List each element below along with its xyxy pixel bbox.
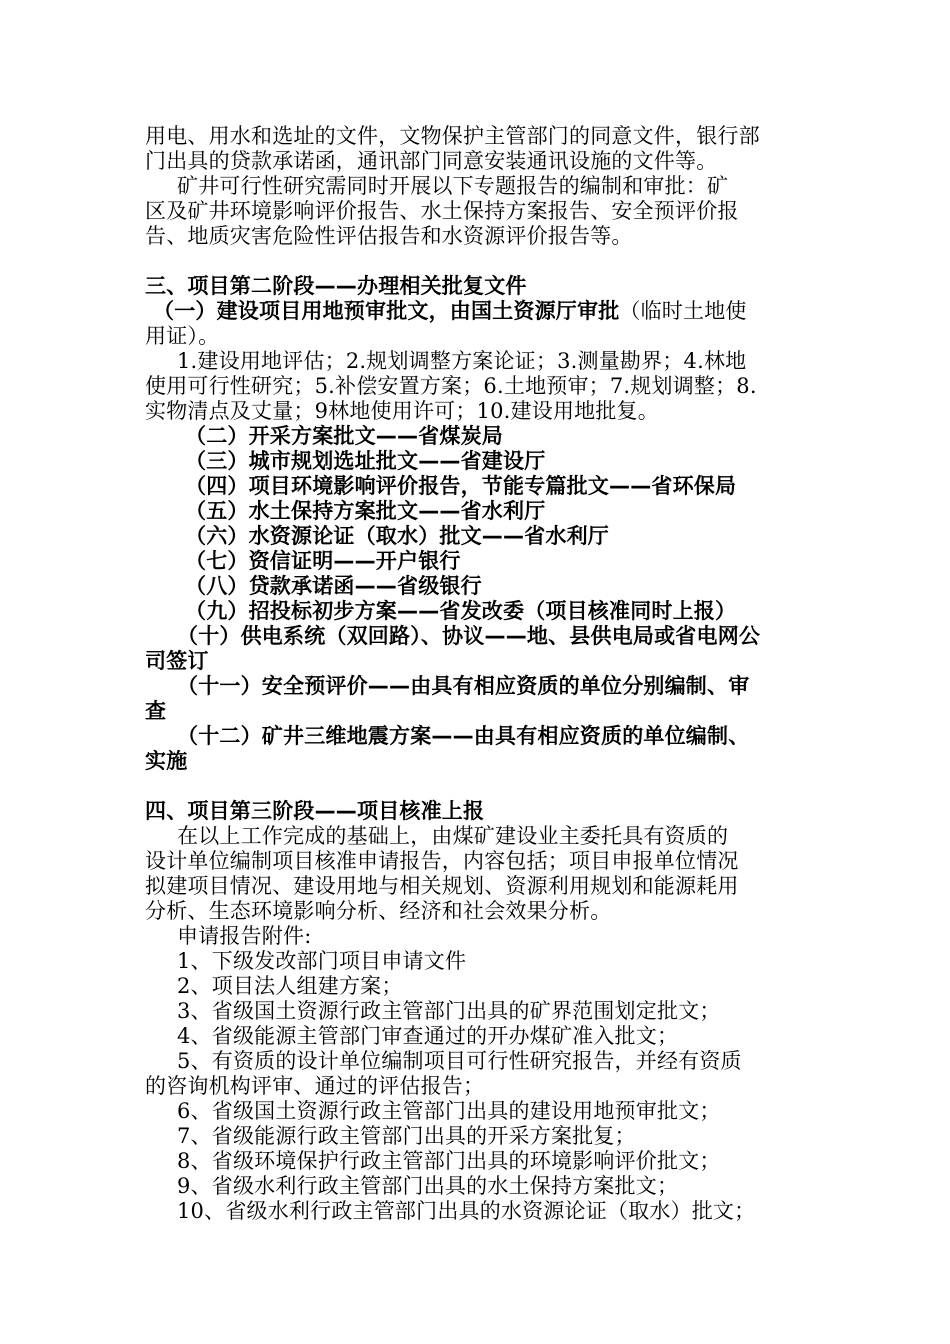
intro-line: 区及矿井环境影响评价报告、水土保持方案报告、安全预评价报 bbox=[145, 199, 739, 223]
intro-line: 矿井可行性研究需同时开展以下专题报告的编制和审批：矿 bbox=[177, 174, 729, 198]
sub-list-line: 使用可行性研究；5.补偿安置方案；6.土地预审；7.规划调整；8. bbox=[145, 374, 757, 398]
section3-item: （七）资信证明——开户银行 bbox=[185, 549, 461, 573]
section3-item: （五）水土保持方案批文——省水利厅 bbox=[185, 499, 546, 523]
attachment-item: 7、省级能源行政主管部门出具的开采方案批复； bbox=[177, 1124, 636, 1148]
attachment-item-cont: 的咨询机构评审、通过的评估报告； bbox=[145, 1074, 485, 1098]
section3-item: （四）项目环境影响评价报告，节能专篇批文——省环保局 bbox=[185, 474, 737, 498]
intro-line: 告、地质灾害危险性评估报告和水资源评价报告等。 bbox=[145, 224, 633, 248]
spacer bbox=[145, 774, 815, 799]
attachments-title: 申请报告附件: bbox=[177, 924, 312, 948]
section4-paragraph-line: 在以上工作完成的基础上，由煤矿建设业主委托具有资质的 bbox=[177, 824, 729, 848]
attachment-item: 5、有资质的设计单位编制项目可行性研究报告，并经有资质 bbox=[177, 1049, 742, 1073]
section3-item: （三）城市规划选址批文——省建设厅 bbox=[185, 449, 546, 473]
section4-heading: 四、项目第三阶段——项目核准上报 bbox=[145, 799, 485, 823]
section4-paragraph-line: 分析、生态环境影响分析、经济和社会效果分析。 bbox=[145, 899, 612, 923]
section4-paragraph-line: 拟建项目情况、建设用地与相关规划、资源利用规划和能源耗用 bbox=[145, 874, 739, 898]
section3-item: （八）贷款承诺函——省级银行 bbox=[185, 574, 482, 598]
section3-item-12-cont: 实施 bbox=[145, 749, 188, 773]
section3-item: （六）水资源论证（取水）批文——省水利厅 bbox=[185, 524, 609, 548]
sub-list-line: 实物清点及丈量；9林地使用许可；10.建设用地批复。 bbox=[145, 399, 659, 423]
document-body bbox=[145, 124, 815, 1224]
section3-item-11-cont: 查 bbox=[145, 699, 167, 723]
attachment-item: 6、省级国土资源行政主管部门出具的建设用地预审批文； bbox=[177, 1099, 721, 1123]
item1-rest-text: （临时土地使 bbox=[619, 299, 747, 323]
section3-item-10: （十）供电系统（双回路）、协议——地、县供电局或省电网公 bbox=[177, 624, 761, 648]
section3-item-10-cont: 司签订 bbox=[145, 649, 209, 673]
section3-item-1 bbox=[145, 299, 815, 324]
item1-bold-text: （一）建设项目用地预审批文，由国土资源厅审批 bbox=[153, 299, 620, 323]
section3-item-1-cont: 用证）。 bbox=[145, 324, 220, 348]
attachment-item: 9、省级水利行政主管部门出具的水土保持方案批文； bbox=[177, 1174, 679, 1198]
section4-paragraph-line: 设计单位编制项目核准申请报告，内容包括；项目申报单位情况 bbox=[145, 849, 739, 873]
section3-item-12: （十二）矿井三维地震方案——由具有相应资质的单位编制、 bbox=[177, 724, 750, 748]
attachment-item: 4、省级能源主管部门审查通过的开办煤矿准入批文； bbox=[177, 1024, 679, 1048]
attachment-item: 1、下级发改部门项目申请文件 bbox=[177, 949, 467, 973]
attachment-item: 2、项目法人组建方案； bbox=[177, 974, 403, 998]
attachment-item: 8、省级环境保护行政主管部门出具的环境影响评价批文； bbox=[177, 1149, 721, 1173]
intro-line: 门出具的贷款承诺函，通讯部门同意安装通讯设施的文件等。 bbox=[145, 149, 718, 173]
section3-heading: 三、项目第二阶段——办理相关批复文件 bbox=[145, 274, 527, 298]
attachment-item: 3、省级国土资源行政主管部门出具的矿界范围划定批文； bbox=[177, 999, 721, 1023]
intro-line: 用电、用水和选址的文件，文物保护主管部门的同意文件，银行部 bbox=[145, 124, 760, 148]
sub-list-line: 1.建设用地评估；2.规划调整方案论证；3.测量勘界；4.林地 bbox=[177, 349, 747, 373]
section3-item: （九）招投标初步方案——省发改委（项目核准同时上报） bbox=[185, 599, 737, 623]
attachment-item: 10、省级水利行政主管部门出具的水资源论证（取水）批文； bbox=[177, 1199, 756, 1223]
section3-item: （二）开采方案批文——省煤炭局 bbox=[185, 424, 503, 448]
spacer bbox=[145, 249, 815, 274]
section3-item-11: （十一）安全预评价——由具有相应资质的单位分别编制、审 bbox=[177, 674, 750, 698]
